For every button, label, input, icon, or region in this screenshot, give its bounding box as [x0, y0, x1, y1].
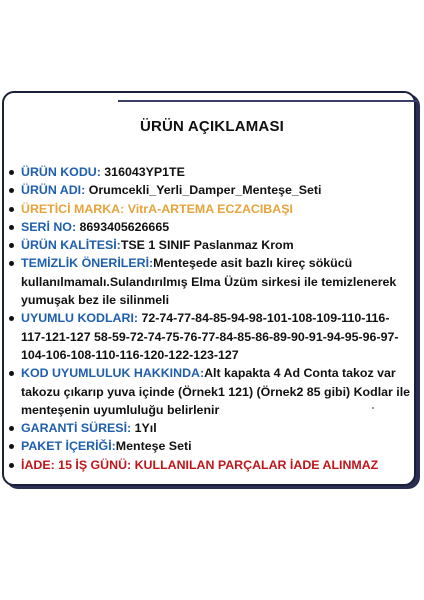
- item-value: Orumcekli_Yerli_Damper_Menteşe_Seti: [85, 183, 322, 198]
- item-label: KOD UYUMLULUK HAKKINDA:: [21, 366, 205, 381]
- item-value: 316043YP1TE: [100, 165, 185, 179]
- list-item-return-policy: [8, 456, 412, 474]
- item-value: VitrA-ARTEMA ECZACIBAŞI: [124, 201, 293, 216]
- item-label: İADE: 15 İŞ GÜNÜ:: [21, 457, 132, 472]
- item-label: UYUMLU KODLARI:: [21, 311, 139, 326]
- list-item-serial-no: [8, 218, 412, 236]
- list-item-code-compatibility: [8, 364, 412, 419]
- list-item-package-contents: [8, 437, 412, 455]
- item-value: Alt kapakta 4 Ad Conta takoz var takozu çıkarıp yuva içinde (Örnek1 121) (Örnek2 85 gibi) Kodlar ile menteşenin uyumluluğu belirlenir: [21, 366, 411, 417]
- item-label: ÜRETİCİ MARKA:: [21, 201, 125, 216]
- item-value: Menteşe Seti: [115, 439, 192, 454]
- item-value: 1Yıl: [131, 421, 157, 436]
- item-label: TEMİZLİK ÖNERİLERİ:: [21, 256, 154, 271]
- list-item-warranty: [8, 419, 412, 437]
- product-details-list: [8, 163, 412, 474]
- item-value: TSE 1 SINIF Paslanmaz Krom: [120, 238, 294, 253]
- list-item-manufacturer: [8, 200, 412, 218]
- list-item-quality: [8, 236, 412, 254]
- list-item-product-code: [8, 163, 412, 181]
- item-label: ÜRÜN ADI:: [21, 183, 86, 198]
- item-value: Menteşede asit bazlı kireç sökücü kullanılmamalı.Sulandırılmış Elma Üzüm sirkesi ile temizlenerek yumuşak bez ile silinmeli: [21, 256, 397, 308]
- list-item-compatible-codes: [8, 309, 412, 364]
- item-label: ÜRÜN KALİTESİ:: [21, 238, 121, 253]
- list-item-product-name: [8, 181, 412, 199]
- item-label: GARANTİ SÜRESİ:: [21, 421, 132, 436]
- item-label: ÜRÜN KODU:: [21, 165, 101, 179]
- card-accent-line: [118, 100, 418, 102]
- item-label: SERİ NO:: [21, 219, 77, 234]
- stray-dot: [372, 407, 374, 409]
- list-item-cleaning: [8, 254, 412, 309]
- page-title: ÜRÜN AÇIKLAMASI: [139, 118, 285, 135]
- item-label: PAKET İÇERİĞİ:: [21, 439, 116, 454]
- item-value: KULLANILAN PARÇALAR İADE ALINMAZ: [131, 457, 379, 472]
- item-value: 8693405626665: [76, 219, 170, 234]
- item-value: 72-74-77-84-85-94-98-101-108-109-110-116-117-121-127 58-59-72-74-75-76-77-84-85-86-89-90-91-94-95-96-97-104-106-108-110-116-120-122-123-127: [21, 311, 399, 362]
